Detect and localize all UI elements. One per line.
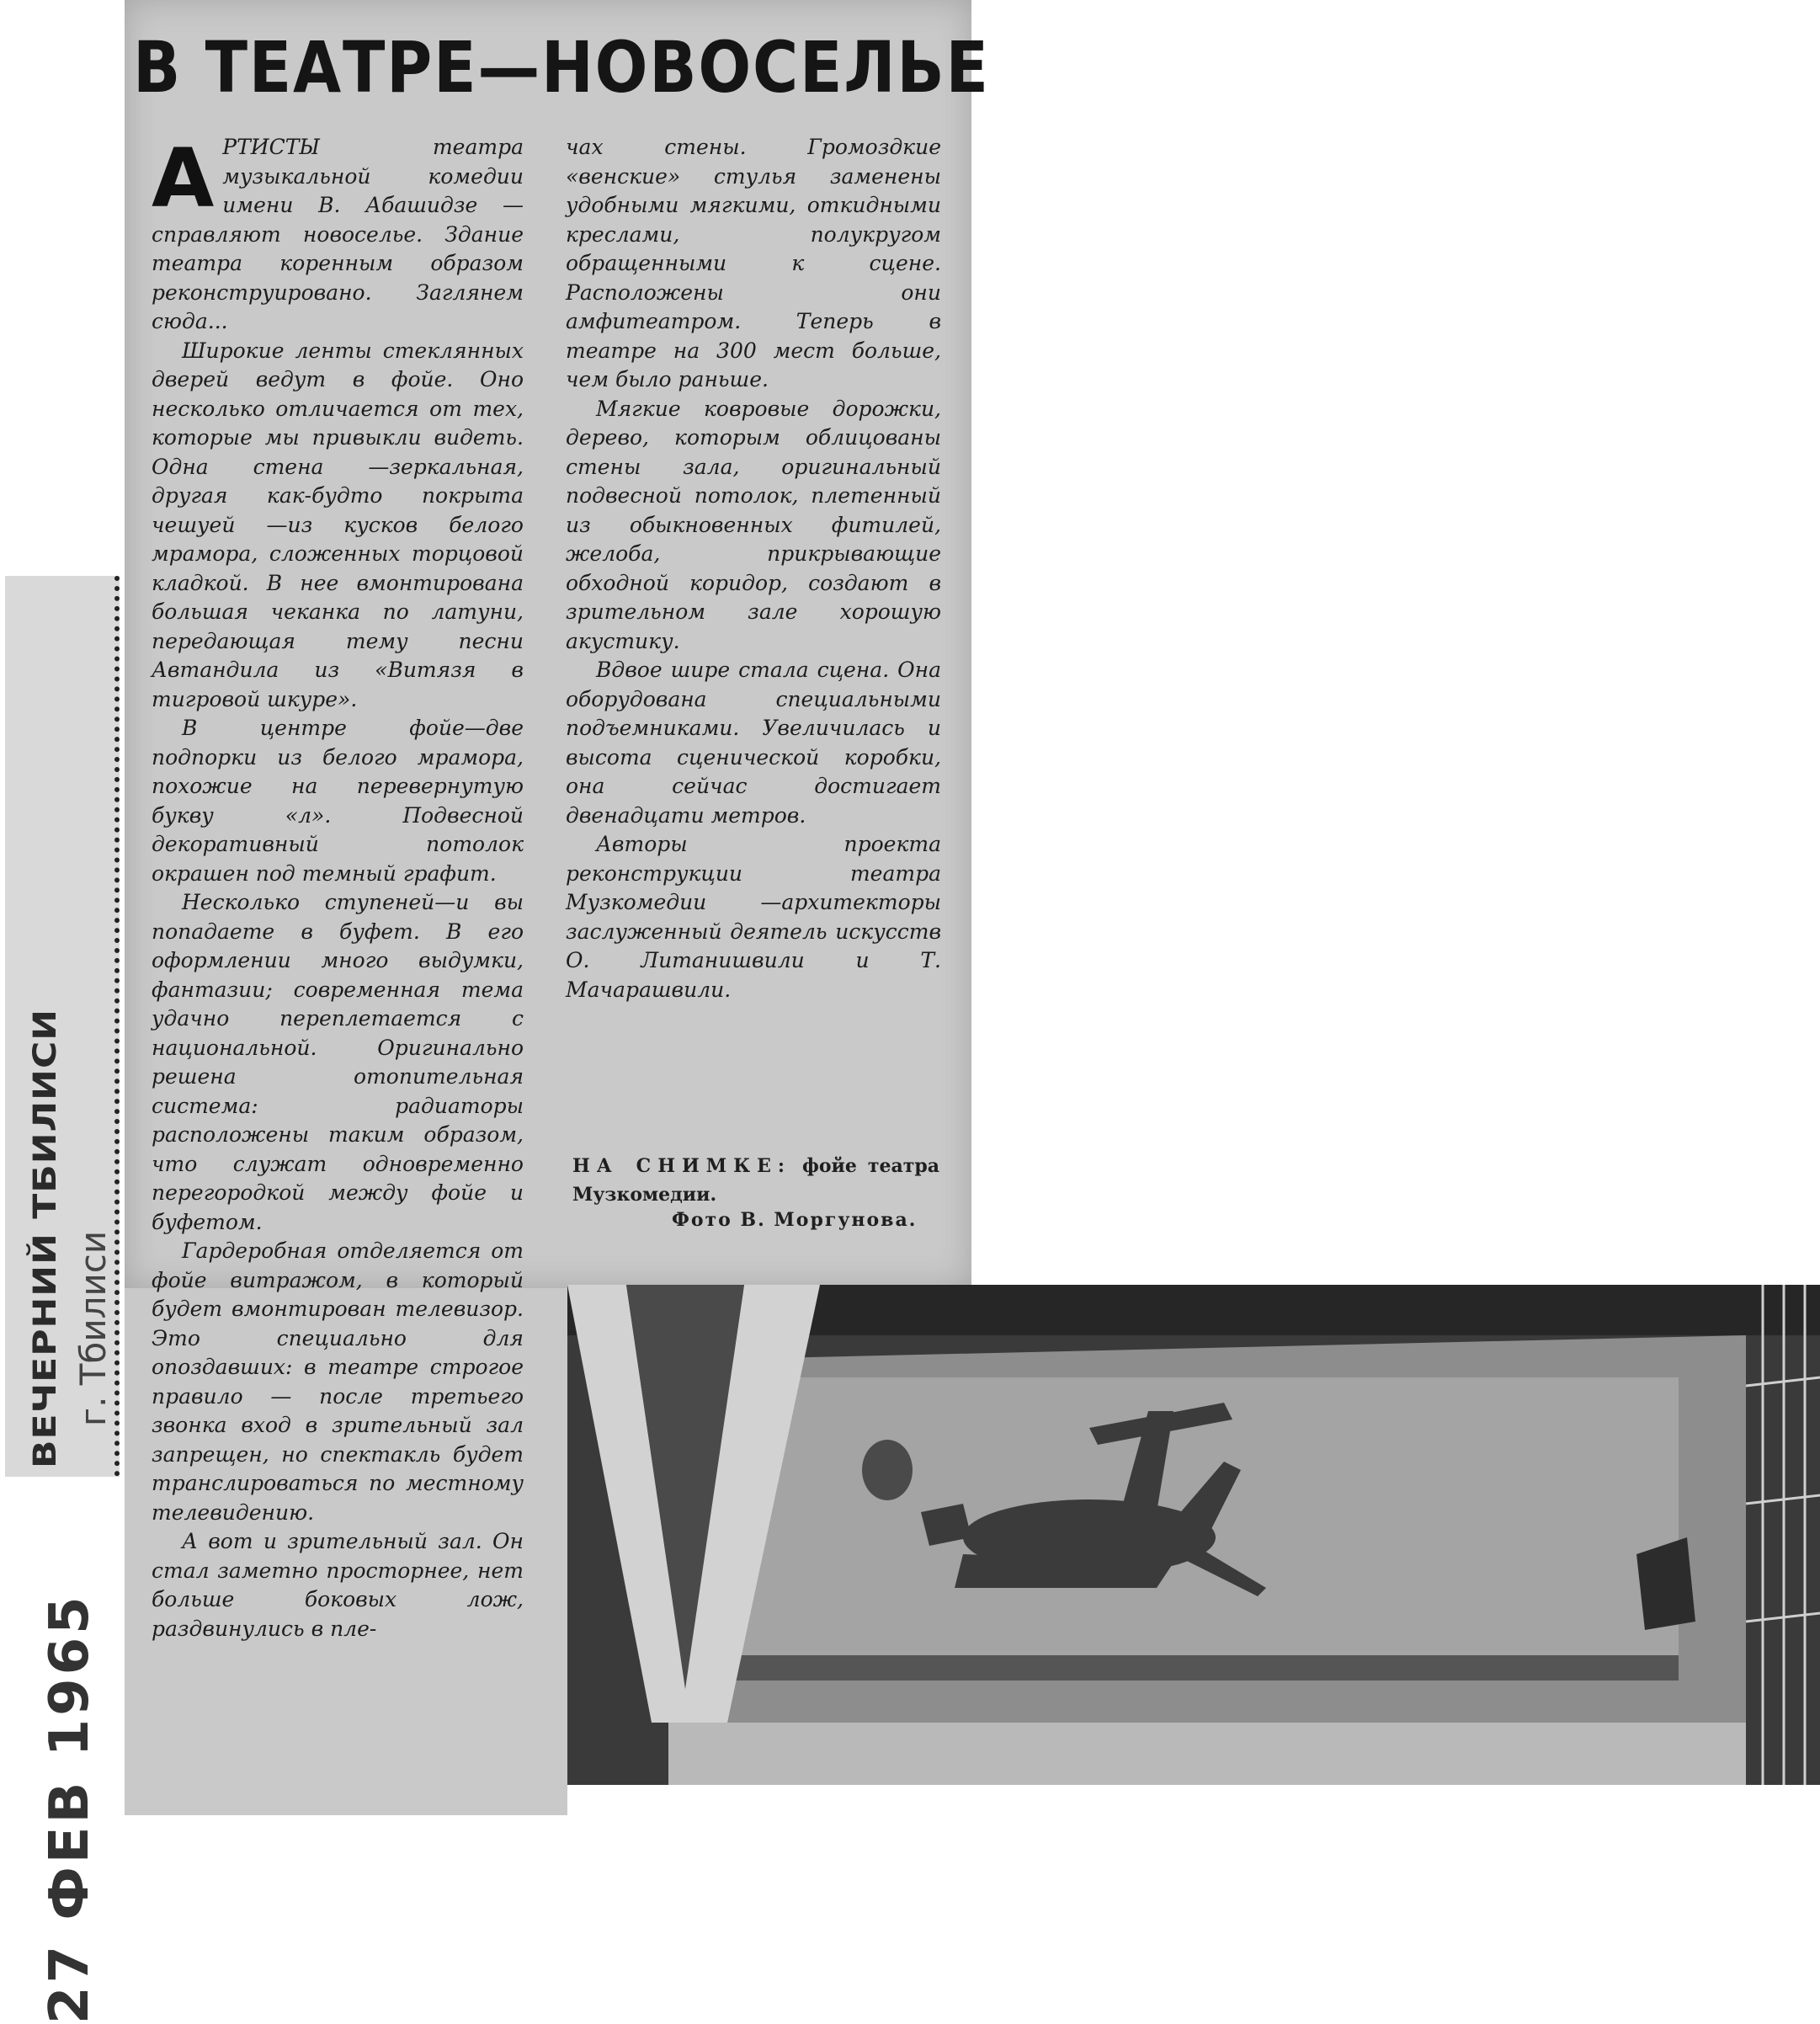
article-column-right [566, 133, 941, 1004]
stamp-date: 27 ФЕВ 1965 [39, 1593, 101, 2024]
drop-cap: А [152, 131, 215, 226]
article-paragraph: чах стены. Громоздкие «венские» стулья заменены удобными мягкими, откидными креслами, полукругом обращенными к сцене. Расположены они амфитеатром. Теперь в театре на 300 мест больше, чем было раньше. [566, 135, 941, 391]
article-paragraph: Широкие ленты стеклянных дверей ведут в фойе. Оно несколько отличается от тех, которые мы привыкли видеть. Одна стена —зеркальная, другая как-будто покрыта чешуей —из кусков белого мрамора, сложенных торцовой кладкой. В нее вмонтирована большая чеканка по латуни, передающая тему песни Автандила из «Витязя в тигровой шкуре». [152, 338, 524, 711]
article-paragraph: Несколько ступеней—и вы попадаете в буфет. В его оформлении много выдумки, фантазии; современная тема удачно переплетается с национальной. Оригинально решена отопительная система: радиаторы расположены таким образом, что служат одновременно перегородкой между фойе и буфетом. [152, 890, 524, 1234]
caption-label: НА СНИМКЕ: [572, 1155, 792, 1177]
caption-text: фойе театра Музкомедии. [572, 1155, 939, 1206]
archive-stamp [5, 576, 120, 2024]
article-column-left [152, 133, 524, 1643]
article-paragraph: Авторы проекта реконструкции театра Музкомедии —архитекторы заслуженный деятель искусств О. Литанишвили и Т. Мачарашвили. [566, 832, 941, 1002]
photo-credit: Фото В. Моргунова. [672, 1209, 918, 1231]
foyer-photo-illustration [567, 1285, 1820, 1785]
article-paragraph: Мягкие ковровые дорожки, дерево, которым облицованы стены зала, оригинальный подвесной потолок, плетенный из обыкновенных фитилей, желоба, прикрывающие обходной коридор, создают в зрительном зале хорошую акустику. [566, 396, 941, 653]
foyer-photo [567, 1285, 1820, 1785]
article-paragraph: В центре фойе—две подпорки из белого мрамора, похожие на перевернутую букву «л». Подвесной декоративный потолок окрашен под темный графит. [152, 716, 524, 886]
article-headline: В ТЕАТРЕ—НОВОСЕЛЬЕ [133, 26, 990, 109]
photo-caption [572, 1152, 939, 1209]
article-paragraph: Гардеробная отделяется от фойе витражом, в который будет вмонтирован телевизор. Это специально для опоздавших: в театре строгое правило — после третьего звонка вход в зрительный зал запрещен, но спектакль будет транслироваться по местному телевидению. [152, 1238, 524, 1525]
article-paragraph: Вдвое шире стала сцена. Она оборудована специальными подъемниками. Увеличилась и высота сценической коробки, она сейчас достигает двенадцати метров. [566, 658, 941, 828]
article-paragraph: АРТИСТЫ театра музыкальной комедии имени В. Абашидзе —справляют новоселье. Здание театра коренным образом реконструировано. Заглянем сюда... [152, 131, 524, 333]
article-paragraph: А вот и зрительный зал. Он стал заметно просторнее, нет больше боковых лож, раздвинулись в пле- [152, 1529, 524, 1641]
stamp-newspaper-name: ВЕЧЕРНИЙ ТБИЛИСИ [27, 1008, 64, 1468]
stamp-city: г. Тбилиси [72, 1230, 114, 1426]
